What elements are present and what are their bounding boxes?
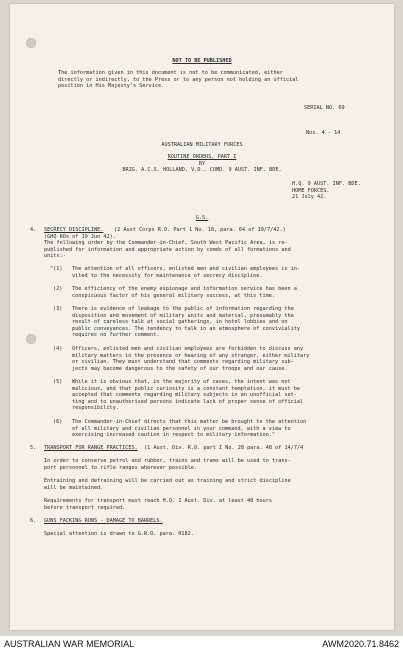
item-number: 5. <box>30 445 37 451</box>
para-number: (3) <box>53 306 63 312</box>
serial-number: SERIAL NO. 69 <box>304 105 345 111</box>
item-reference: (2 Aust Corps R.O. Part 1 No. 10, para. 64 of 10/7/42.) <box>114 227 286 233</box>
para-number: (2) <box>53 286 63 292</box>
orders-title: ROUTINE ORDERS, PART I <box>167 154 237 160</box>
para-line: The efficiency of the enemy espionage and information service has been a <box>72 286 297 292</box>
hq-line: 21 July 42. <box>292 194 327 200</box>
para-line: requires no further comment. <box>72 332 160 338</box>
item-title: SECRECY DISCIPLINE. <box>44 227 104 233</box>
para-line: accepted that comments regarding military subjects in an unofficial set- <box>72 392 297 398</box>
para-line: Officers, enlisted men and civilian employees are forbidden to discuss any <box>72 346 304 352</box>
item-reference: (1 Aust. Div. R.O. part I No. 28 para. 48 of 14/7/4 <box>144 445 304 451</box>
para-line: ting and to unauthorised persons indicate lack of proper sense of official <box>72 398 304 405</box>
item-intro-line: The following order by the Commander-in-Chief, South West Pacific Area, is re- <box>44 240 288 246</box>
hq-line: HOME FORCES. <box>292 187 330 194</box>
para-number: (6) <box>53 419 63 425</box>
item-line: In order to conserve petrol and rubber, trains and trams will be used to trans- <box>44 458 291 464</box>
para-line: malicious, and that public curiosity is a constant temptation, it must be <box>72 385 300 392</box>
para-line: There is evidence of leakage to the public of information regarding the <box>72 306 294 312</box>
footer-institution: AUSTRALIAN WAR MEMORIAL <box>4 639 135 649</box>
para-line: disposition and movement of military units and material, presumably the <box>72 312 294 319</box>
item-intro-line: published for information and appropriate action by comds of all formations and <box>44 246 291 253</box>
restriction-heading: NOT TO BE PUBLISHED <box>172 58 232 64</box>
para-line: jects may become dangerous to the safety of our troops and our cause. <box>72 365 288 372</box>
para-line: exercising increased caution in respect to military information." <box>72 432 276 438</box>
punch-hole <box>26 38 36 48</box>
item-intro-line: units:- <box>44 253 66 259</box>
notice-line: The information given in this document is not to be communicated, either <box>58 70 283 76</box>
item-reference: (GHQ ROs of 19 Jun 42). <box>44 233 116 240</box>
para-number: "(1) <box>50 266 63 272</box>
orders-by: BY <box>198 160 206 167</box>
para-line: responsibility. <box>72 405 119 411</box>
item-line: will be maintained. <box>44 484 104 491</box>
para-line: public conveyances. The tendency to talk in an atmosphere of conviviality <box>72 325 300 332</box>
item-title: GUNS FACKING RUNS - DAMAGE TO BARRELS. <box>44 518 163 524</box>
para-number: (4) <box>53 346 63 352</box>
footer-accession-number: AWM2020.71.8462 <box>322 639 399 649</box>
notice-line: directly or indirectly, to the Press or to any person not holding an official <box>58 76 299 83</box>
item-line: port personnel to rifle ranges wherever possible. <box>44 464 198 471</box>
para-line: or civilian. They must understand that comments regarding military sub- <box>72 359 294 365</box>
item-number: 4. <box>30 227 37 233</box>
hq-line: H.Q. 9 AUST. INF. BDE. <box>292 181 361 187</box>
item-line: Requirements for transport must reach H.Q. 1 Aust. Div. at least 48 hours <box>44 498 272 504</box>
para-line: The Commander-in-Chief directs that this matter be brought to the attention <box>72 419 307 425</box>
item-line: Entraining and detraining will be carried out as training and strict discipline <box>44 478 291 484</box>
para-line: The attention of all officers, enlisted men and civilian employees is in- <box>72 266 300 272</box>
document-sheet <box>10 4 394 630</box>
force-title: AUSTRALIAN MILITARY FORCES <box>161 142 243 148</box>
notice-line: position in His Majesty's Service. <box>58 83 165 89</box>
orders-author: BRIG. A.C.S. HOLLAND, V.D., COMD. 9 AUST. INF. BDE. <box>122 167 282 173</box>
punch-hole <box>26 334 36 344</box>
order-numbers: Nos. 4 - 14 <box>306 130 341 136</box>
para-line: While it is obvious that, in the majority of cases, the intent was not <box>72 379 291 385</box>
para-line: vited to the necessity for maintenance of secrecy discipline. <box>72 272 263 279</box>
para-line: of all military and civilian personnel in your command, with a view to <box>72 425 291 432</box>
item-number: 6. <box>30 518 37 524</box>
section-mark: G.S. <box>195 215 209 221</box>
para-line: military matters in the presence or hearing of any stranger, either military <box>72 352 310 359</box>
item-line: Special attention is drawn to G.R.O. para. 0182. <box>44 531 194 537</box>
item-title: TRANSPORT FOR RANGE PRACTICES. <box>44 445 138 451</box>
item-line: before transport required. <box>44 504 126 511</box>
para-line: result of careless talk at social gatherings, in hotel lobbies and on <box>72 319 288 325</box>
para-line: conspicuous factor of his general military success, at this time. <box>72 292 276 299</box>
archive-footer <box>0 636 403 653</box>
para-number: (5) <box>53 379 63 385</box>
